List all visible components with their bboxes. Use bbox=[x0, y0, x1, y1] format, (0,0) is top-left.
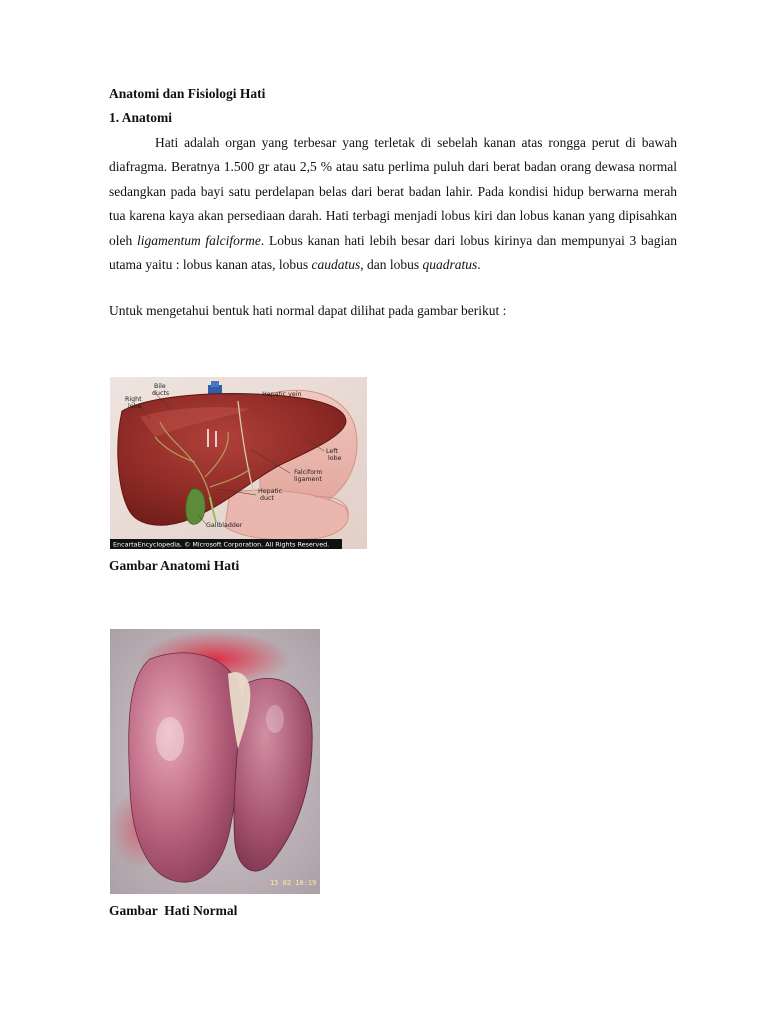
liver-anatomy-illustration bbox=[110, 377, 367, 549]
section-heading: 1. Anatomi bbox=[109, 110, 173, 125]
label-bile-ducts-1: Bile bbox=[154, 383, 166, 390]
liver-anatomy-figure bbox=[110, 377, 367, 549]
intro-line: Untuk mengetahui bentuk hati normal dapat dilihat pada gambar berikut : bbox=[109, 303, 507, 318]
label-gallbladder: Gallbladder bbox=[206, 522, 243, 529]
term-caudatus: caudatus bbox=[311, 257, 361, 273]
caption-normal-liver: Gambar Hati Normal bbox=[109, 903, 238, 918]
label-falciform-2: ligament bbox=[294, 476, 322, 483]
label-left-lobe-1: Left bbox=[326, 448, 338, 455]
label-hepatic-vein: Hepatic vein bbox=[262, 391, 302, 398]
photo-timestamp: 15 02 10:19 bbox=[270, 879, 317, 887]
label-hepatic-duct-2: duct bbox=[260, 495, 274, 502]
document-title: Anatomi dan Fisiologi Hati bbox=[109, 86, 266, 101]
label-bile-ducts-2: ducts bbox=[152, 390, 170, 397]
paragraph-text-4: . bbox=[477, 257, 481, 273]
paragraph-text-3: , dan lobus bbox=[360, 257, 423, 273]
label-right-lobe-1: Right bbox=[125, 396, 142, 403]
label-hepatic-duct-1: Hepatic bbox=[258, 488, 283, 495]
label-falciform-1: Falciform bbox=[294, 469, 323, 476]
term-ligamentum-falciforme: ligamentum falciforme bbox=[136, 232, 261, 248]
liver-photo-illustration bbox=[110, 629, 320, 894]
copyright-text: EncartaEncyclopedia, © Microsoft Corporation. All Rights Reserved. bbox=[113, 540, 330, 549]
paragraph-text-2: . Lobus kanan hati lebih besar dari lobus kirinya dan mempunyai 3 bagian utama yaitu : lobus kanan atas, lobus bbox=[109, 232, 678, 273]
label-left-lobe-2: lobe bbox=[328, 455, 342, 462]
paragraph-text-1: Hati adalah organ yang terbesar yang terletak di sebelah kanan atas rongga perut di bawah diafragma. Beratnya 1.500 gr atau 2,5 % atau satu perlima puluh dari berat badan orang dewasa normal sedangkan pada bayi satu perdelapan belas dari berat badan lahir. Pada kondisi hidup berwarna merah tua karena kaya akan persediaan darah. Hati terbagi menjadi lobus kiri dan lobus kanan yang dipisahkan oleh bbox=[109, 135, 677, 248]
normal-liver-photo bbox=[110, 629, 320, 894]
term-quadratus: quadratus bbox=[422, 257, 478, 273]
body-paragraph bbox=[109, 131, 677, 277]
caption-anatomy: Gambar Anatomi Hati bbox=[109, 558, 240, 573]
label-right-lobe-2: lobe bbox=[128, 403, 142, 410]
